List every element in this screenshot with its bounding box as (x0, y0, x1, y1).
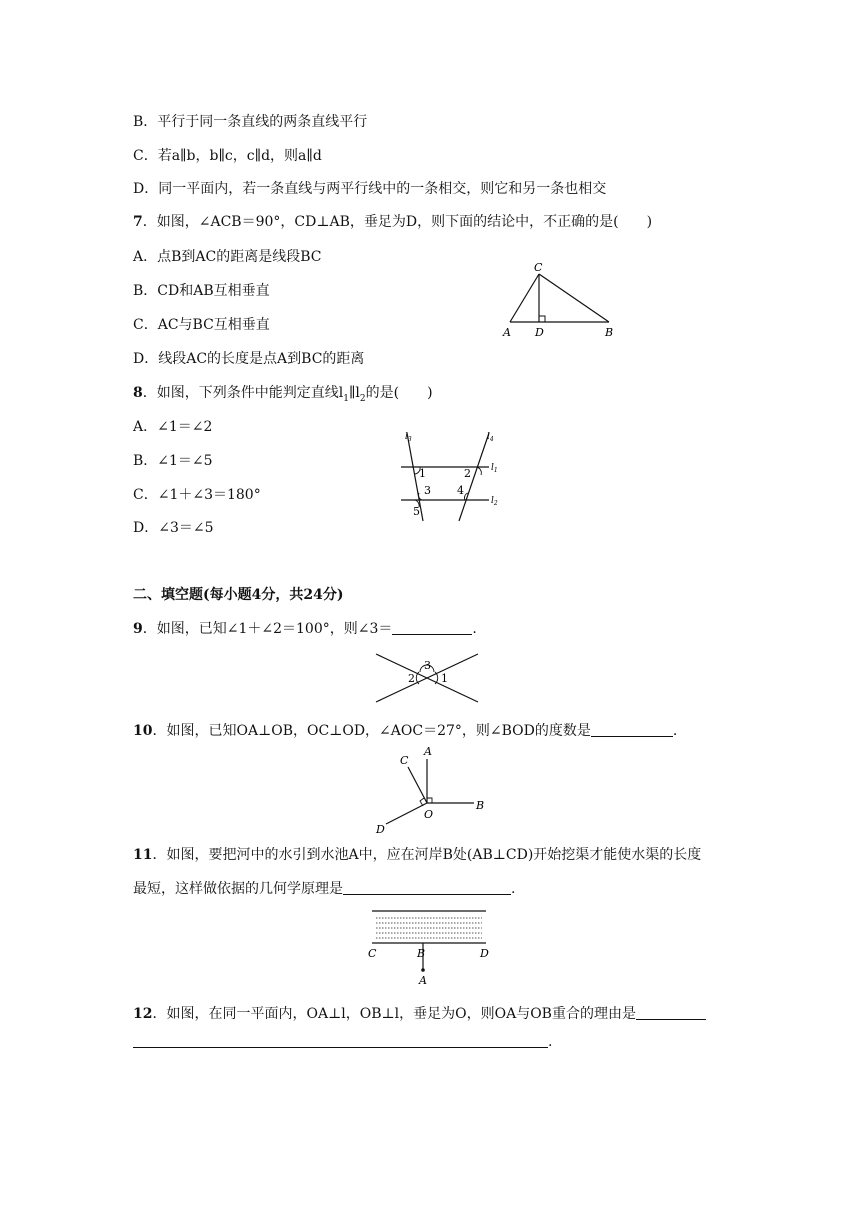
q9-angle-3: 3 (424, 659, 431, 672)
q7-option-b: B．CD和AB互相垂直 (133, 283, 270, 299)
q7-stem (133, 213, 652, 231)
q9-angle-1: 1 (441, 672, 448, 685)
q8-angle-4: 4 (457, 484, 464, 497)
q11-text-2: 最短，这样做依据的几何学原理是 (133, 881, 343, 897)
q9-number: 9 (133, 621, 143, 637)
q10-label-a: A (424, 745, 432, 758)
option-b-parallel: B．平行于同一条直线的两条直线平行 (133, 114, 368, 130)
q11-label-a: A (419, 974, 427, 987)
q9-stem (133, 620, 477, 638)
q8-angle-2: 2 (464, 467, 471, 480)
q8-option-a: A．∠1＝∠2 (133, 419, 213, 435)
svg-text:l2 (491, 496, 498, 507)
q8-sub-2: 2 (359, 393, 366, 404)
svg-text:l4 (487, 432, 494, 443)
q11-label-b: B (417, 947, 426, 960)
q8-option-d: D．∠3＝∠5 (133, 520, 214, 536)
q8-option-c: C．∠1＋∠3＝180° (133, 487, 261, 503)
option-d-parallel: D．同一平面内，若一条直线与两平行线中的一条相交，则它和另一条也相交 (133, 181, 607, 197)
q10-label-o: O (424, 808, 434, 821)
q8-text-a: ．如图，下列条件中能判定直线l (142, 385, 344, 401)
q8-text-mid: ∥l (348, 385, 360, 401)
q7-number: 7 (133, 214, 143, 230)
q8-stem (133, 384, 433, 408)
q12-text: ．如图，在同一平面内，OA⊥l，OB⊥l，垂足为O，则OA与OB重合的理由是 (152, 1006, 636, 1022)
q11-end: . (511, 881, 516, 897)
q8-label-l3: l (405, 432, 408, 442)
q10-stem (133, 722, 677, 740)
q11-answer-blank[interactable] (343, 880, 511, 895)
q11-text-1: ．如图，要把河中的水引到水池A中，应在河岸B处(AB⊥CD)开始挖渠才能使水渠的长度 (152, 847, 702, 863)
q10-label-c: C (400, 754, 409, 767)
q8-label-l4: l (487, 432, 490, 442)
q8-label-l1: l (491, 463, 494, 473)
q12-answer-blank-1[interactable] (636, 1005, 706, 1020)
q10-perpendicular-figure (370, 745, 495, 840)
q11-river-figure (362, 905, 497, 990)
q10-label-b: B (476, 799, 485, 812)
q8-angle-3: 3 (424, 484, 431, 497)
q12-continued (133, 1033, 552, 1051)
q7-label-a: A (503, 326, 511, 339)
section-fill-in-title: 二、填空题(每小题4分，共24分) (133, 587, 344, 603)
q12-number: 12 (133, 1006, 153, 1022)
option-c-parallel: C．若a∥b，b∥c，c∥d，则a∥d (133, 148, 322, 164)
q10-label-d: D (376, 823, 385, 836)
q10-number: 10 (133, 723, 153, 739)
q7-label-d: D (535, 326, 544, 339)
q11-number: 11 (133, 847, 153, 863)
q8-label-l4-sub: 4 (489, 436, 494, 443)
q7-triangle-figure (495, 258, 625, 343)
q8-sub-1: 1 (343, 393, 349, 404)
q8-number: 8 (133, 385, 143, 401)
q9-end: . (472, 621, 477, 637)
q7-label-b: B (605, 326, 614, 339)
q11-stem-line1 (133, 846, 701, 864)
q8-label-l2: l (491, 496, 494, 506)
q8-angle-5: 5 (413, 505, 420, 518)
svg-text:l1 (491, 463, 498, 474)
q7-option-a: A．点B到AC的距离是线段BC (133, 249, 322, 265)
q12-end: . (548, 1034, 553, 1050)
q8-label-l3-sub: 3 (407, 436, 412, 443)
q8-lines-figure (395, 425, 510, 525)
q10-answer-blank[interactable] (591, 722, 673, 737)
q7-option-c: C．AC与BC互相垂直 (133, 317, 270, 333)
q8-label-l1-sub: 1 (493, 467, 498, 474)
q10-end: . (672, 723, 678, 739)
q7-label-c: C (534, 261, 543, 274)
q10-text: ．如图，已知OA⊥OB，OC⊥OD，∠AOC＝27°，则∠BOD的度数是 (152, 723, 591, 739)
q12-stem (133, 1005, 706, 1023)
q8-label-l2-sub: 2 (493, 500, 498, 507)
q7-option-d: D．线段AC的长度是点A到BC的距离 (133, 351, 365, 367)
q8-angle-1: 1 (419, 467, 426, 480)
q11-stem-line2 (133, 880, 515, 898)
q12-answer-blank-2[interactable] (133, 1033, 548, 1048)
q9-intersecting-lines-figure (370, 650, 485, 710)
q9-text: ．如图，已知∠1＋∠2＝100°，则∠3＝ (142, 621, 393, 637)
q11-label-d: D (480, 947, 489, 960)
q7-text: ．如图，∠ACB＝90°，CD⊥AB，垂足为D，则下面的结论中，不正确的是( ) (142, 214, 653, 230)
q9-angle-2: 2 (408, 672, 415, 685)
svg-text:l3 (405, 432, 412, 443)
q9-answer-blank[interactable] (392, 620, 472, 635)
q11-label-c: C (368, 947, 377, 960)
q8-option-b: B．∠1＝∠5 (133, 453, 213, 469)
q8-text-b: 的是( ) (365, 385, 433, 401)
